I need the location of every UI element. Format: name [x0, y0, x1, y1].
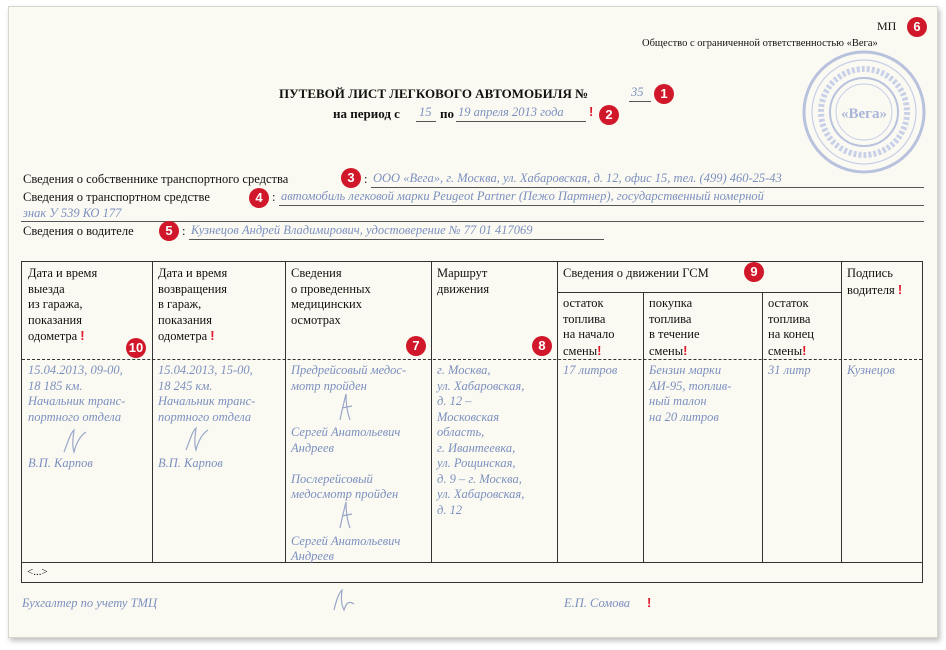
company-seal: [799, 47, 929, 177]
vehicle-value-line1: автомобиль легковой марки Peugeot Partner (Пежо Партнер), государственный номерной: [281, 189, 764, 203]
badge-6: 6: [907, 17, 927, 37]
vehicle-label: Сведения о транспортном средстве: [23, 190, 210, 204]
cell-fuel-start: 17 литров: [563, 363, 618, 377]
header-fuel-group: Сведения о движении ГСМ: [563, 266, 709, 280]
period-prefix: на период с: [333, 106, 400, 121]
owner-label: Сведения о собственнике транспортного средства: [23, 172, 289, 186]
header-signature: Подпись водителя !: [847, 266, 903, 297]
header-return: Дата и время возвращения в гараж, показания одометра !: [158, 266, 228, 343]
cell-fuel-purchase: Бензин марки АИ-95, топлив- ный талон на 20 литров: [649, 363, 732, 424]
org-line: Общество с ограниченной ответственностью «Вега»: [642, 38, 878, 49]
signature-medical-post: [334, 500, 358, 530]
badge-8: 8: [532, 336, 552, 356]
document-title: ПУТЕВОЙ ЛИСТ ЛЕГКОВОГО АВТОМОБИЛЯ №: [279, 86, 589, 101]
period-date-from: 15: [419, 105, 432, 119]
driver-label: Сведения о водителе: [23, 224, 134, 238]
footer-name: Е.П. Сомова: [564, 596, 631, 610]
header-route: Маршрут движения: [437, 266, 490, 296]
table-ellipsis: <...>: [27, 566, 48, 578]
cell-signature: Кузнецов: [847, 363, 895, 377]
signature-departure: [60, 426, 90, 456]
owner-value: ООО «Вега», г. Москва, ул. Хабаровская, д. 12, офис 15, тел. (499) 460-25-43: [373, 171, 782, 185]
exclamation-mark: !: [589, 104, 594, 119]
header-departure: Дата и время выезда из гаража, показания одометра !: [28, 266, 98, 343]
badge-5: 5: [159, 221, 179, 241]
badge-9: 9: [744, 262, 764, 282]
signature-medical-pre: [334, 392, 358, 422]
signature-return: [182, 424, 212, 454]
footer-position: Бухгалтер по учету ТМЦ: [22, 596, 157, 610]
cell-fuel-end: 31 литр: [768, 363, 811, 377]
waybill-number: 35: [631, 85, 644, 99]
cell-route: г. Москва, ул. Хабаровская, д. 12 – Московская область, г. Ивантеевка, ул. Рощинская, д. 9 – г. Москва, ул. Хабаровская, д. 12: [437, 363, 525, 517]
header-medical: Сведения о проведенных медицинских осмотрах: [291, 266, 371, 327]
cell-departure: 15.04.2013, 09-00, 18 185 км. Начальник транс- портного отдела В.П. Карпов: [28, 363, 126, 470]
cell-medical: Предрейсовый медос- мотр пройден Сергей Анатольевич Андреев Послерейсовый медосмотр пройден Сергей Анатольевич Андреев: [291, 363, 407, 563]
cell-return: 15.04.2013, 15-00, 18 245 км. Начальник транс- портного отдела В.П. Карпов: [158, 363, 256, 470]
badge-1: 1: [654, 84, 674, 104]
header-fuel-purchase: покупка топлива в течение смены!: [649, 296, 700, 358]
exclamation-mark: !: [647, 595, 652, 610]
period-date-to: 19 апреля 2013 года: [458, 105, 564, 119]
badge-2: 2: [599, 105, 619, 125]
driver-value: Кузнецов Андрей Владимирович, удостоверение № 77 01 417069: [191, 223, 533, 237]
badge-3: 3: [341, 168, 361, 188]
badge-4: 4: [249, 188, 269, 208]
header-fuel-start: остаток топлива на начало смены!: [563, 296, 615, 358]
vehicle-value-line2: знак У 539 КО 177: [23, 206, 122, 220]
footer-signature: [330, 586, 358, 614]
badge-10: 10: [126, 338, 146, 358]
mp-label: МП: [877, 19, 897, 33]
header-fuel-end: остаток топлива на конец смены!: [768, 296, 814, 358]
waybill-table: [21, 261, 923, 583]
period-mid: по: [440, 106, 454, 121]
waybill-document: МП 6 Общество с ограниченной ответственностью «Вега» «Вега» ПУТЕВОЙ ЛИСТ ЛЕГКОВОГО АВТОМОБИЛЯ № 35 1 на период с 15 по 19 апреля 2013 года ! 2 Сведения о собственнике транспортного средства 3 : ООО «Вега», г. Москва, ул. Хабаровская, д. 12, офис 15, тел. (499) 460-25-43 Сведения о транспортном средстве 4 : автомобиль легковой марки Peugeot Partner (Пежо Партнер), государственный номерной знак У 539 КО 177 Сведения о водителе 5 : Кузнецов Андрей Владимирович, удостоверение № 77 01 417069: [8, 6, 938, 638]
seal-name: «Вега»: [841, 106, 887, 122]
badge-7: 7: [406, 336, 426, 356]
